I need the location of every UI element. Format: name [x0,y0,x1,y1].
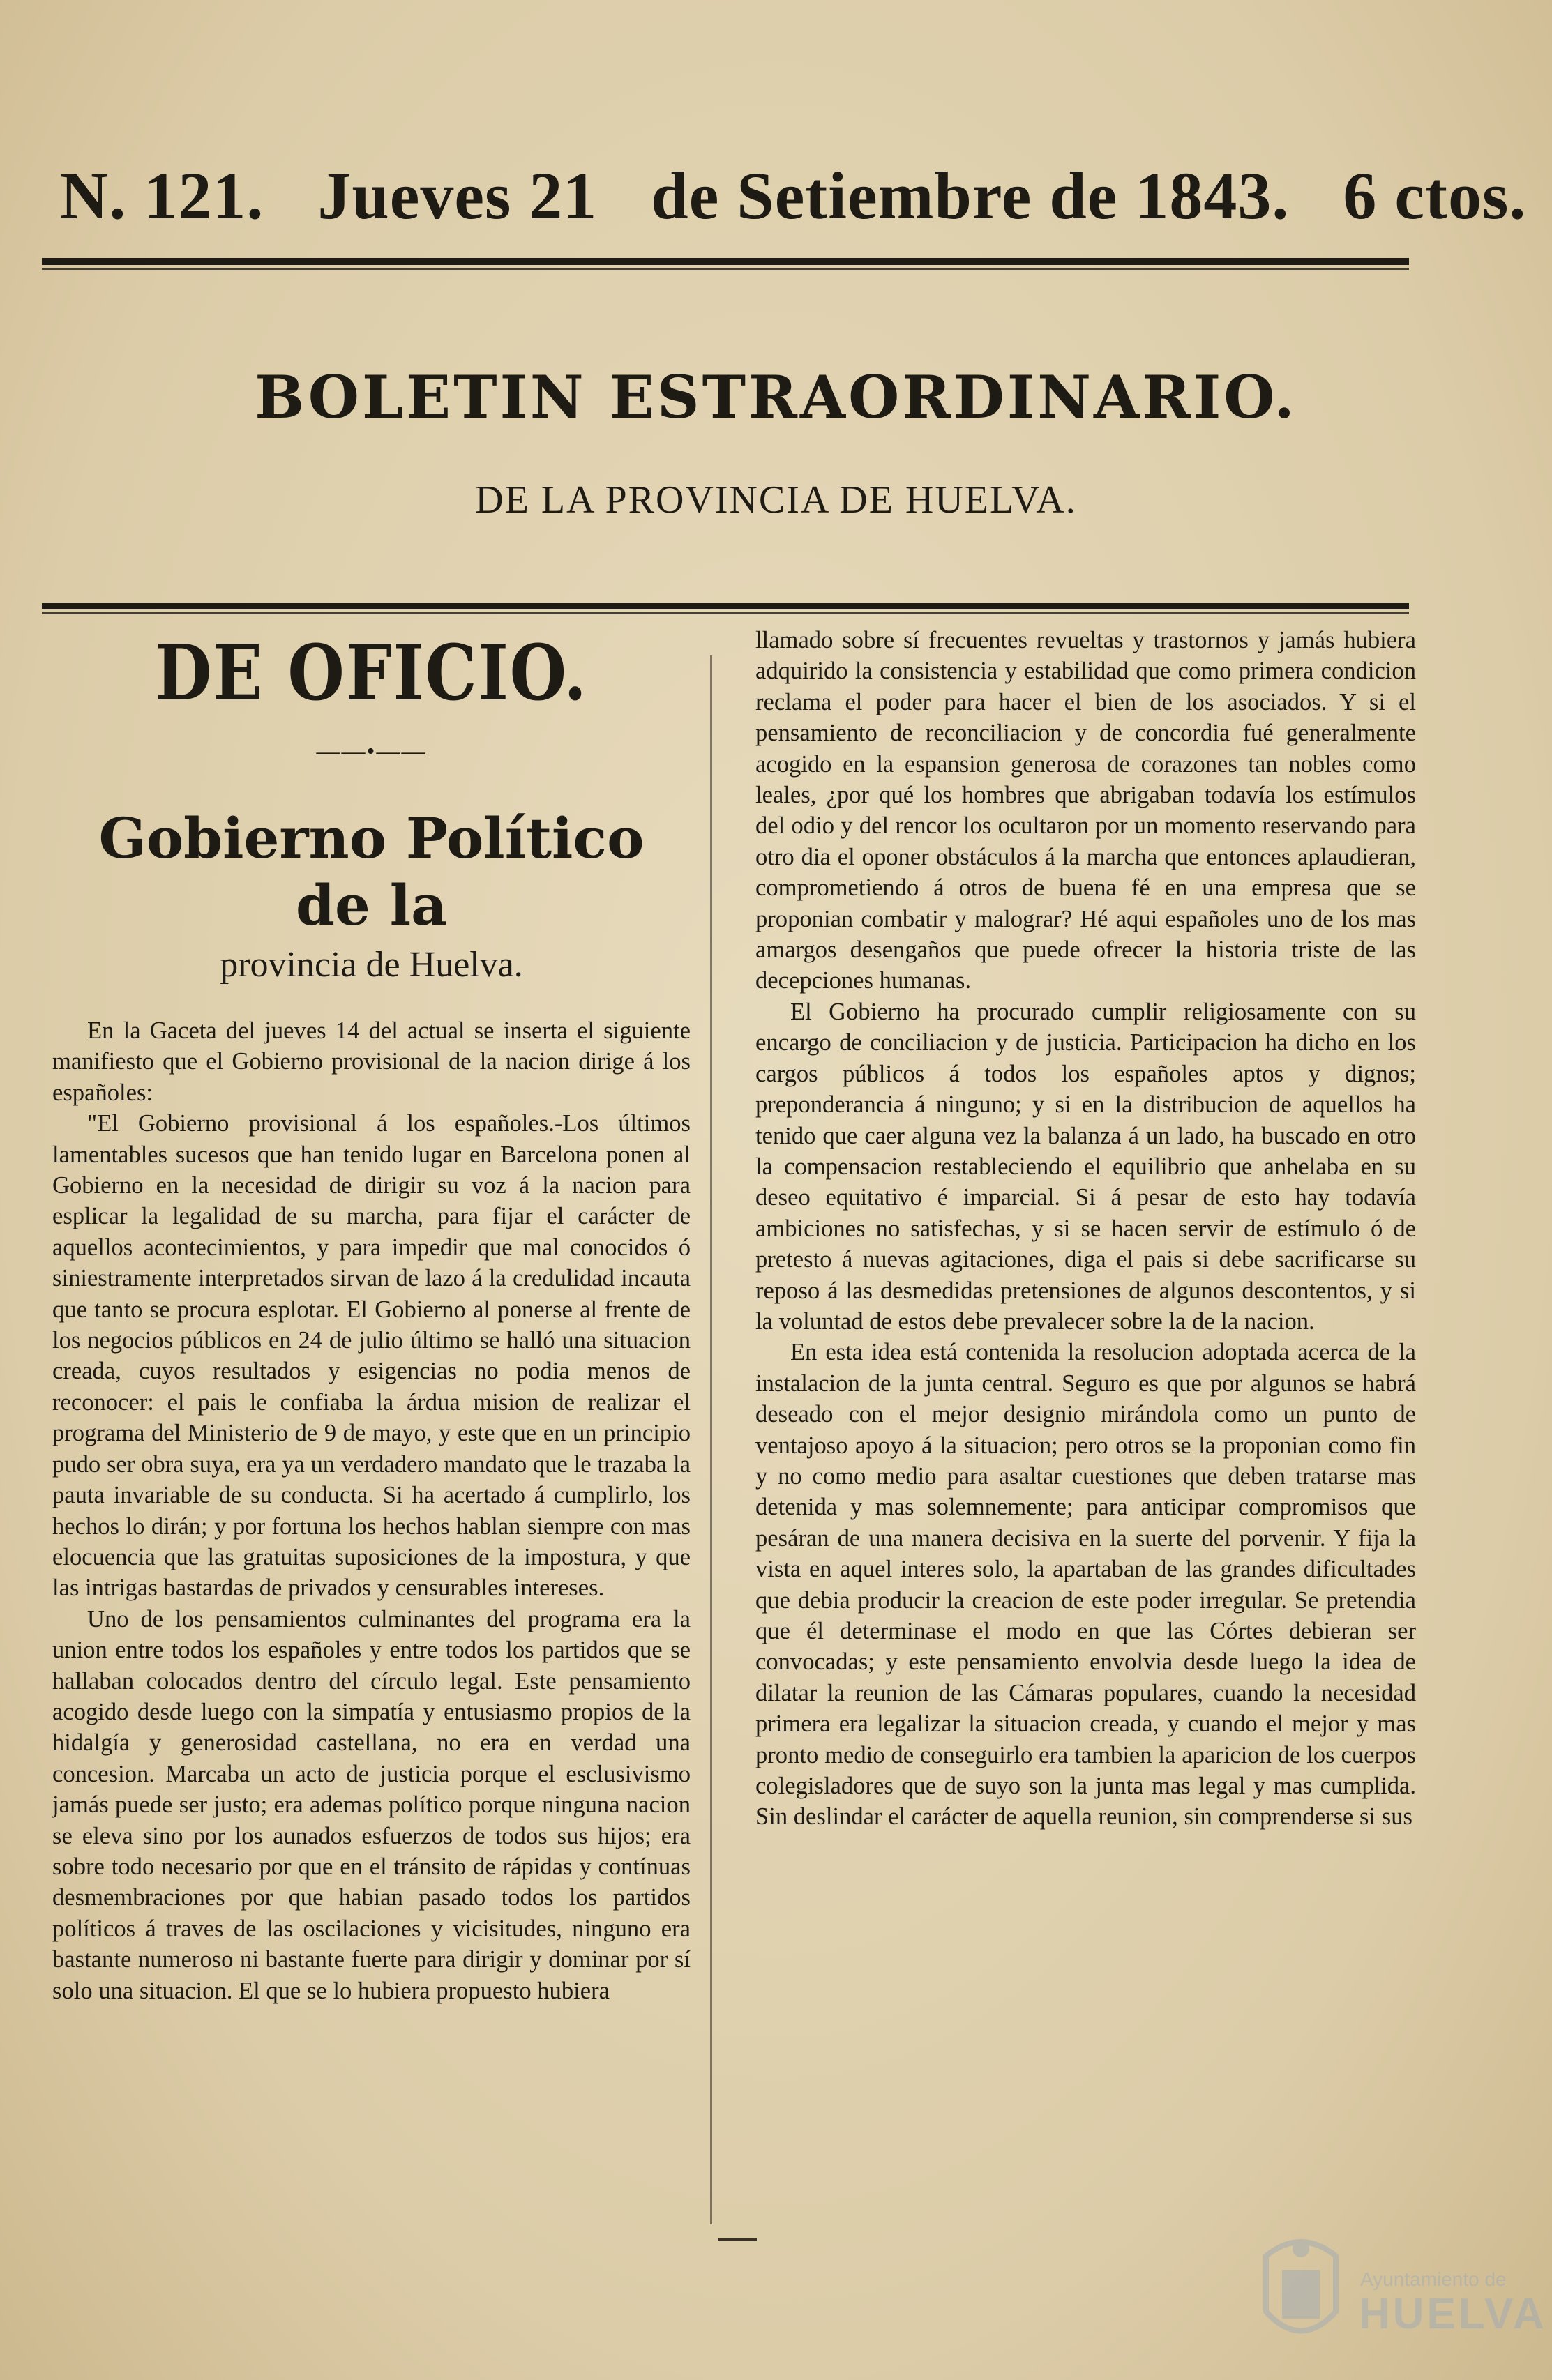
column-divider [710,655,712,2224]
header-rule [42,603,1409,609]
paragraph: llamado sobre sí frecuentes revueltas y trastornos y jamás hubiera adquirido la consistencia y estabilidad que como primera condicion reclama el poder para hacer el bien de los asociados. Y si el pensamiento de reconciliacion y de concordia fué generalmente acogido en la espansion generosa de corazones tan nobles como leales, ¿por qué los hombres que abrigaban todavía los estímulos del odio y del rencor los ocultaron por un momento reservando para otro dia el oponer obstáculos á la marcha que entonces aplaudieran, comprometiendo á otros de buena fé en una empresa que se proponian combatir y malograr? Hé aqui españoles uno de los mas amargos desengaños que puede ofrecer la historia triste de las decepciones humanas. [755,627,1416,994]
issue-number: N. 121. [60,158,264,233]
issue-date: de Setiembre de 1843. [651,158,1290,233]
masthead-rule-thin [42,268,1409,270]
ornament-divider: ——•—— [316,738,427,764]
coat-of-arms-icon [1256,2228,1346,2354]
publication-subtitle: DE LA PROVINCIA DE HUELVA. [475,478,1077,522]
logo-caption: Ayuntamiento de [1360,2268,1507,2290]
right-column [755,625,1416,2229]
archive-logo [1256,2228,1547,2360]
paragraph: "El Gobierno provisional á los españoles.-Los últimos lamentables sucesos que han tenido lugar en Barcelona ponen al Gobierno en la necesidad de dirigir su voz á la nacion para esplicar la legalidad de su marcha, para fijar el carácter de aquellos acontecimientos, y para impedir que mal conocidos ó siniestramente interpretados sirvan de lazo á la credulidad incauta que tanto se procura esplotar. El Gobierno al ponerse al frente de los negocios públicos en 24 de julio último se halló una situacion creada, cuyos resultados y esigencias no podia menos de reconocer: el pais le confiaba la árdua mision de realizar el programa del Ministerio de 9 de mayo, y este que en un principio pudo ser obra suya, era ya un verdadero mandato que le trazaba la pauta invariable de su conducta. Si ha acertado á cumplirlo, los hechos lo dirán; y por fortuna los hechos hablan siempre con mas elocuencia que las gratuitas suposiciones de la impostura, y que las intrigas bastardas de privados y censurables intereses. [52,1110,691,1602]
masthead-rule [42,258,1409,265]
logo-name: HUELVA [1359,2290,1547,2338]
section-heading: DE OFICIO. [155,628,588,718]
paragraph: El Gobierno ha procurado cumplir religiosamente con su encargo de conciliacion y de justicia. Participacion ha dicho en los cargos públicos á todos los españoles aptos y dignos; preponderancia á ninguno; y si en la distribucion de aquellos ha tenido que caer alguna vez la balanza á un lado, ha buscado en otro la compensacion restableciendo el equilibrio que anhelaba en su deseo equitativo é imparcial. Si á pesar de esto hay todavía ambiciones no satisfechas, y si se hacen servir de estímulo ó de pretesto á nuevas agitaciones, diga el pais si debe sacrificarse su reposo á las desmedidas pretensiones de algunos descontentos, y si la voluntad de estos debe prevalecer sobre la de la nacion. [755,998,1416,1335]
issue-price: 6 ctos. [1343,158,1527,233]
issue-day: Jueves 21 [317,158,598,233]
left-column [52,614,691,2218]
paragraph: Uno de los pensamientos culminantes del programa era la union entre todos los españoles y entre todos los partidos que se hallaban colocados dentro del círculo legal. Este pensamiento acogido desde luego con la simpatía y entusiasmo propios de la hidalgía y generosidad castellana, no era en verdad una concesion. Marcaba un acto de justicia porque el esclusivismo jamás puede ser justo; era ademas político porque ninguna nacion se eleva sino por los aunados esfuerzos de todos sus hijos; era sobre todo necesario por que en el tránsito de rápidas y contínuas desmembraciones por que habian pasado todos los partidos políticos á traves de las oscilaciones y vicisitudes, ninguno era bastante numeroso ni bastante fuerte para dirigir y dominar por sí solo una situacion. El que se lo hubiera propuesto hubiera [52,1605,691,2004]
paragraph: En esta idea está contenida la resolucion adoptada acerca de la instalacion de la junta central. Seguro es que por algunos se habrá deseado con el mejor designio mirándola como un punto de ventajoso apoyo á la situacion; pero otros se la proponian como fin y no como medio para asaltar cuestiones que deben tratarse mas detenida y mas solemnemente; para anticipar compromisos que pesáran de una manera decisiva en la suerte del porvenir. Y fija la vista en aquel interes solo, la apartaban de las grandes dificultades que debia producir la creacion de este poder irregular. Se pretendia que él determinase el modo en que las Córtes debieran ser convocadas; y este pensamiento envolvia desde luego la idea de dilatar la reunion de las Cámaras populares, cuando la necesidad primera era legalizar la situacion creada, y cuando el mejor y mas pronto medio de conseguirlo era tambien la aparicion de los cuerpos colegisladores que de suyo son la junta mas legal y mas cumplida. Sin deslindar el carácter de aquella reunion, sin comprenderse si sus [755,1339,1416,1831]
paragraph: En la Gaceta del jueves 14 del actual se inserta el siguiente manifiesto que el Gobierno provisional de la nacion dirige á los españoles: [52,1017,691,1106]
masthead [42,157,1527,234]
footer-dash [718,2238,757,2241]
article-subheading: provincia de Huelva. [220,945,523,985]
article-heading: Gobierno Político de la [98,805,645,938]
publication-title: BOLETIN ESTRAORDINARIO. [255,363,1297,432]
